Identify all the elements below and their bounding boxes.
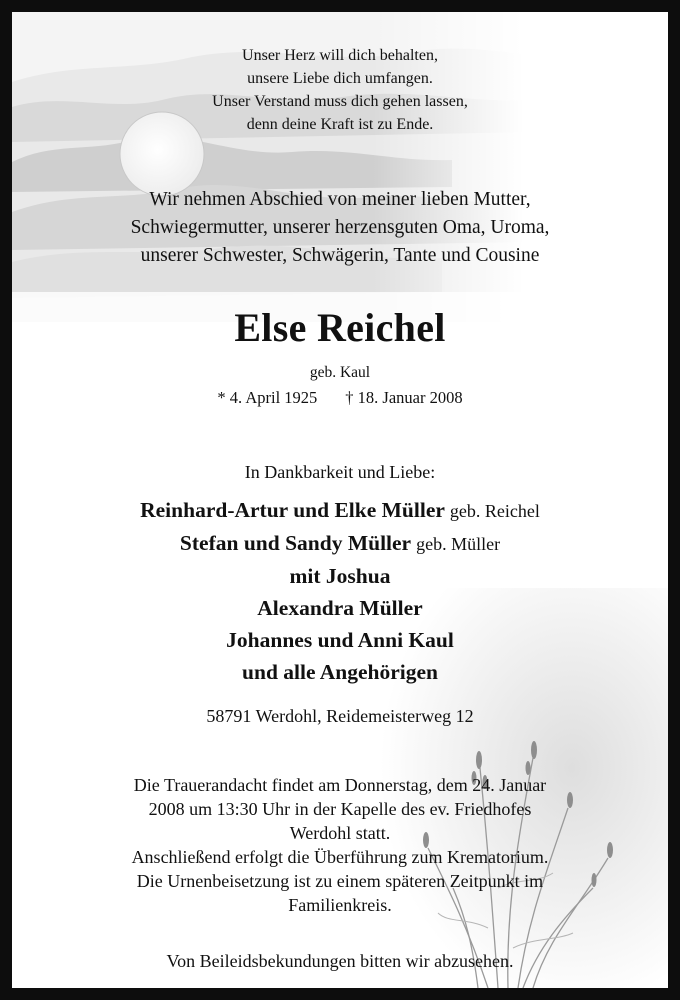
family-member: Johannes und Anni Kaul <box>226 628 454 652</box>
service-info <box>12 773 668 917</box>
family-member-note: geb. Reichel <box>449 501 540 521</box>
address: 58791 Werdohl, Reidemeisterweg 12 <box>206 706 474 726</box>
intro-line: Schwiegermutter, unserer herzensguten Oma, Uroma, <box>130 217 550 238</box>
service-line: Die Trauerandacht findet am Donnerstag, dem 24. Januar <box>133 775 547 795</box>
family-member-name: Reinhard-Artur und Elke Müller <box>140 498 445 522</box>
intro-line: unserer Schwester, Schwägerin, Tante und Cousine <box>140 245 540 266</box>
deceased-name: Else Reichel <box>234 305 446 350</box>
family-member-note: geb. Müller <box>416 534 501 554</box>
service-line: Werdohl statt. <box>289 823 391 843</box>
closing-note: Von Beileidsbekundungen bitten wir abzusehen. <box>166 951 514 971</box>
life-dates <box>12 388 668 408</box>
maiden-name: geb. Kaul <box>309 364 371 381</box>
farewell-intro <box>12 186 668 270</box>
family-list <box>12 494 668 688</box>
family-member-name: Stefan und Sandy Müller <box>179 531 411 555</box>
poem-line: unsere Liebe dich umfangen. <box>247 70 433 87</box>
death-date: † 18. Januar 2008 <box>345 388 463 407</box>
intro-line: Wir nehmen Abschied von meiner lieben Mutter, <box>149 189 531 210</box>
family-member <box>12 494 668 527</box>
family-member: mit Joshua <box>289 564 391 588</box>
service-line: Familienkreis. <box>288 895 392 915</box>
poem <box>12 44 668 136</box>
service-line: Die Urnenbeisetzung ist zu einem späteren Zeitpunkt im <box>136 871 544 891</box>
birth-date: * 4. April 1925 <box>217 388 318 407</box>
service-line: 2008 um 13:30 Uhr in der Kapelle des ev. Friedhofes <box>148 799 532 819</box>
poem-line: Unser Herz will dich behalten, <box>242 47 438 64</box>
poem-line: Unser Verstand muss dich gehen lassen, <box>212 93 468 110</box>
poem-line: denn deine Kraft ist zu Ende. <box>246 116 434 133</box>
thanks-heading: In Dankbarkeit und Liebe: <box>244 462 436 482</box>
family-member <box>12 527 668 560</box>
service-line: Anschließend erfolgt die Überführung zum Krematorium. <box>131 847 549 867</box>
family-member: und alle Angehörigen <box>242 660 438 684</box>
family-member: Alexandra Müller <box>257 596 423 620</box>
